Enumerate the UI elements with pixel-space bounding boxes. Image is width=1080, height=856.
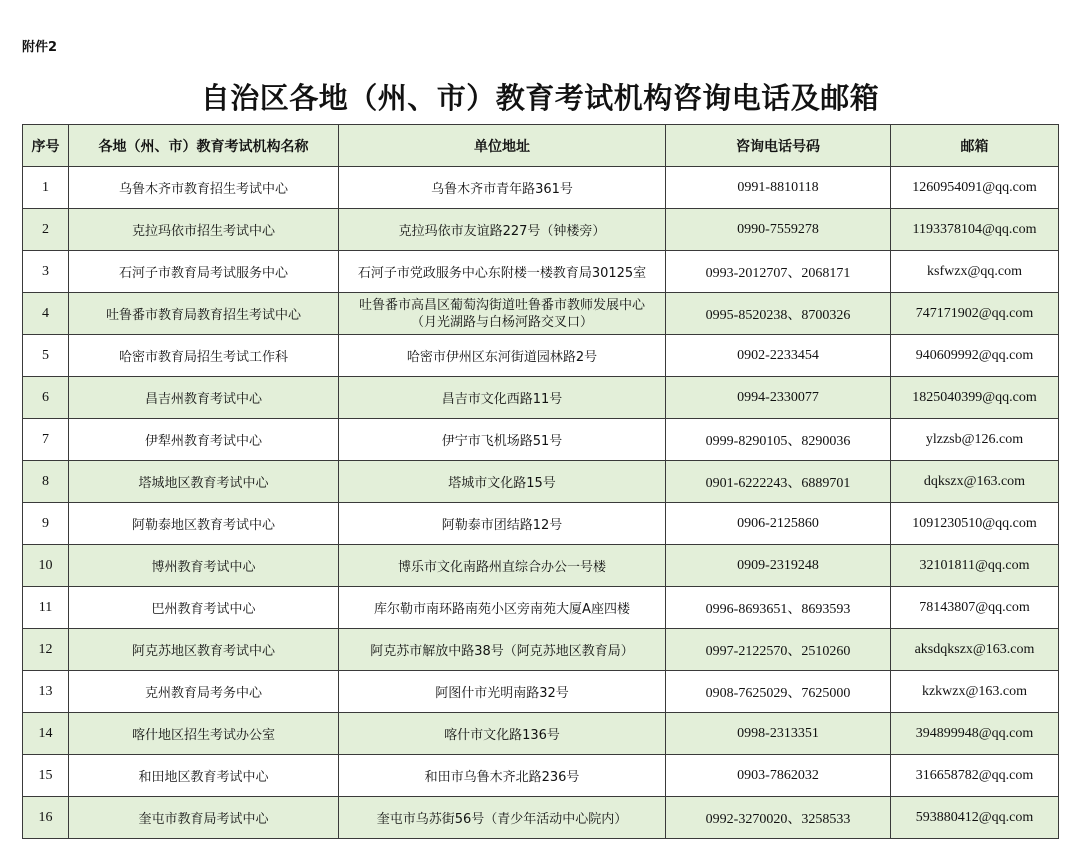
row-phone: 0992-3270020、3258533: [666, 797, 891, 839]
table-row: [23, 713, 1059, 755]
row-phone: 0906-2125860: [666, 503, 891, 545]
row-institution-name: 克州教育局考务中心: [69, 671, 339, 713]
row-address: [339, 167, 666, 209]
row-index: 7: [23, 419, 69, 461]
address-line: 奎屯市乌苏街56号（青少年活动中心院内）: [376, 812, 628, 827]
header-name: 各地（州、市）教育考试机构名称: [69, 125, 339, 167]
row-index: 15: [23, 755, 69, 797]
row-index: 13: [23, 671, 69, 713]
row-index: 12: [23, 629, 69, 671]
table-row: [23, 755, 1059, 797]
row-phone: 0903-7862032: [666, 755, 891, 797]
row-index: 2: [23, 209, 69, 251]
address-line: 博乐市文化南路州直综合办公一号楼: [397, 560, 606, 575]
table-row: [23, 209, 1059, 251]
address-line: 阿克苏市解放中路38号（阿克苏地区教育局）: [370, 644, 634, 659]
row-email: 78143807@qq.com: [891, 587, 1059, 629]
row-phone: 0997-2122570、2510260: [666, 629, 891, 671]
address-line: 昌吉市文化西路11号: [441, 392, 563, 407]
row-email: 316658782@qq.com: [891, 755, 1059, 797]
row-phone: 0908-7625029、7625000: [666, 671, 891, 713]
row-phone: 0991-8810118: [666, 167, 891, 209]
row-index: 14: [23, 713, 69, 755]
row-institution-name: 伊犁州教育考试中心: [69, 419, 339, 461]
table-header-row: [23, 125, 1059, 167]
row-email: 394899948@qq.com: [891, 713, 1059, 755]
row-email: ylzzsb@126.com: [891, 419, 1059, 461]
row-institution-name: 阿克苏地区教育考试中心: [69, 629, 339, 671]
table-row: [23, 251, 1059, 293]
row-address: [339, 209, 666, 251]
row-institution-name: 喀什地区招生考试办公室: [69, 713, 339, 755]
table-row: [23, 503, 1059, 545]
row-email: 940609992@qq.com: [891, 335, 1059, 377]
document-title: 自治区各地（州、市）教育考试机构咨询电话及邮箱: [200, 81, 880, 115]
row-institution-name: 吐鲁番市教育局教育招生考试中心: [69, 293, 339, 335]
row-email: 1091230510@qq.com: [891, 503, 1059, 545]
row-phone: 0993-2012707、2068171: [666, 251, 891, 293]
row-email: 593880412@qq.com: [891, 797, 1059, 839]
row-address: [339, 503, 666, 545]
table-row: [23, 335, 1059, 377]
row-institution-name: 和田地区教育考试中心: [69, 755, 339, 797]
row-institution-name: 昌吉州教育考试中心: [69, 377, 339, 419]
row-email: dqkszx@163.com: [891, 461, 1059, 503]
header-address: 单位地址: [339, 125, 666, 167]
address-line: 阿勒泰市团结路12号: [441, 518, 563, 533]
row-address: [339, 755, 666, 797]
address-line: （月光湖路与白杨河路交叉口）: [410, 314, 593, 330]
row-institution-name: 石河子市教育局考试服务中心: [69, 251, 339, 293]
address-line: 伊宁市飞机场路51号: [441, 434, 563, 449]
row-address: [339, 419, 666, 461]
row-index: 3: [23, 251, 69, 293]
table-row: [23, 671, 1059, 713]
row-email: 1260954091@qq.com: [891, 167, 1059, 209]
address-line: 克拉玛依市友谊路227号（钟楼旁）: [398, 224, 606, 239]
row-index: 8: [23, 461, 69, 503]
row-phone: 0990-7559278: [666, 209, 891, 251]
table-row: [23, 629, 1059, 671]
row-address: [339, 461, 666, 503]
row-index: 6: [23, 377, 69, 419]
row-phone: 0994-2330077: [666, 377, 891, 419]
row-index: 10: [23, 545, 69, 587]
row-index: 5: [23, 335, 69, 377]
row-email: kzkwzx@163.com: [891, 671, 1059, 713]
table-row: [23, 293, 1059, 335]
row-institution-name: 博州教育考试中心: [69, 545, 339, 587]
table-row: [23, 419, 1059, 461]
row-address: [339, 545, 666, 587]
row-institution-name: 阿勒泰地区教育考试中心: [69, 503, 339, 545]
row-institution-name: 乌鲁木齐市教育招生考试中心: [69, 167, 339, 209]
table-body: [23, 167, 1059, 839]
row-institution-name: 塔城地区教育考试中心: [69, 461, 339, 503]
row-institution-name: 克拉玛依市招生考试中心: [69, 209, 339, 251]
row-address: [339, 671, 666, 713]
table-row: [23, 167, 1059, 209]
row-address: [339, 797, 666, 839]
row-email: 32101811@qq.com: [891, 545, 1059, 587]
row-address: [339, 251, 666, 293]
address-line: 阿图什市光明南路32号: [435, 686, 569, 701]
row-address: [339, 377, 666, 419]
header-phone: 咨询电话号码: [666, 125, 891, 167]
row-address: [339, 293, 666, 335]
row-phone: 0996-8693651、8693593: [666, 587, 891, 629]
address-line: 哈密市伊州区东河街道园林路2号: [406, 350, 598, 365]
row-index: 1: [23, 167, 69, 209]
row-email: 1825040399@qq.com: [891, 377, 1059, 419]
row-address: [339, 629, 666, 671]
row-phone: 0909-2319248: [666, 545, 891, 587]
address-line: 喀什市文化路136号: [444, 728, 560, 743]
address-line: 石河子市党政服务中心东附楼一楼教育局30125室: [357, 266, 647, 281]
row-email: 747171902@qq.com: [891, 293, 1059, 335]
address-line: 吐鲁番市高昌区葡萄沟街道吐鲁番市教师发展中心: [358, 297, 645, 313]
row-phone: 0995-8520238、8700326: [666, 293, 891, 335]
address-line: 库尔勒市南环路南苑小区旁南苑大厦A座四楼: [374, 602, 630, 617]
header-index: 序号: [23, 125, 69, 167]
row-institution-name: 哈密市教育局招生考试工作科: [69, 335, 339, 377]
row-phone: 0998-2313351: [666, 713, 891, 755]
attachment-label: 附件2: [22, 40, 58, 55]
row-address: [339, 587, 666, 629]
row-index: 11: [23, 587, 69, 629]
table-row: [23, 545, 1059, 587]
row-index: 9: [23, 503, 69, 545]
header-email: 邮箱: [891, 125, 1059, 167]
table-row: [23, 587, 1059, 629]
row-address: [339, 713, 666, 755]
table-row: [23, 377, 1059, 419]
row-index: 4: [23, 293, 69, 335]
table-row: [23, 461, 1059, 503]
address-line: 塔城市文化路15号: [448, 476, 556, 491]
row-phone: 0902-2233454: [666, 335, 891, 377]
address-line: 和田市乌鲁木齐北路236号: [424, 770, 580, 785]
table-row: [23, 797, 1059, 839]
address-line: 乌鲁木齐市青年路361号: [431, 182, 573, 197]
row-institution-name: 巴州教育考试中心: [69, 587, 339, 629]
row-index: 16: [23, 797, 69, 839]
row-phone: 0901-6222243、6889701: [666, 461, 891, 503]
row-email: 1193378104@qq.com: [891, 209, 1059, 251]
row-email: ksfwzx@qq.com: [891, 251, 1059, 293]
row-phone: 0999-8290105、8290036: [666, 419, 891, 461]
row-institution-name: 奎屯市教育局考试中心: [69, 797, 339, 839]
row-email: aksdqkszx@163.com: [891, 629, 1059, 671]
contact-table: [22, 124, 1059, 839]
row-address: [339, 335, 666, 377]
